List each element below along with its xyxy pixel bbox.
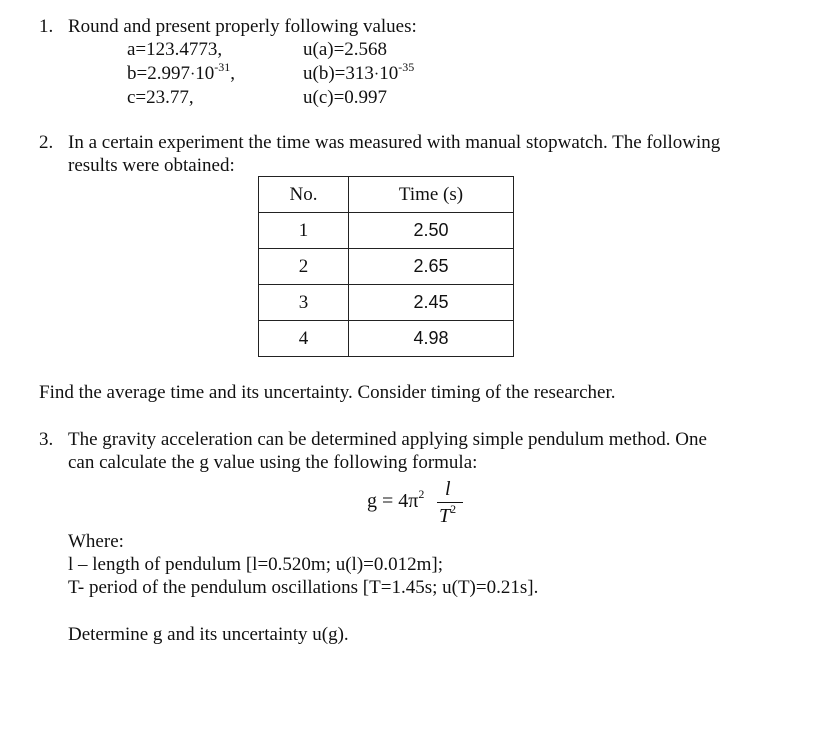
formula-denominator: [439, 502, 457, 530]
cell-no: 2: [259, 249, 349, 285]
time-table: [258, 176, 514, 357]
table-row: [259, 249, 514, 285]
header-no: No.: [259, 177, 349, 213]
q1-b-mantissa: b=2.997: [127, 63, 190, 84]
q2-followup: Find the average time and its uncertainty. Consider timing of the researcher.: [39, 382, 616, 403]
formula-lhs: [367, 487, 425, 515]
q1-b-comma: ,: [230, 63, 236, 84]
table-row: [259, 285, 514, 321]
q1-uncertainty-b: [303, 59, 415, 86]
q1-ub-base: 10: [379, 63, 399, 84]
q1-b-base: 10: [195, 63, 215, 84]
cell-time: 2.50: [349, 213, 514, 249]
cell-time: 2.45: [349, 285, 514, 321]
table-row: [259, 321, 514, 357]
q3-number: 3.: [39, 429, 54, 450]
q1-value-c: c=23.77,: [127, 87, 194, 108]
q1-ub-mantissa: u(b)=313: [303, 63, 374, 84]
header-time: Time (s): [349, 177, 514, 213]
q3-task: Determine g and its uncertainty u(g).: [68, 624, 349, 645]
q2-prompt-line1: In a certain experiment the time was measured with manual stopwatch. The following: [68, 132, 721, 153]
q1-value-b: [127, 59, 236, 86]
q2-number: 2.: [39, 132, 54, 153]
q1-ub-dot: ·: [373, 66, 380, 83]
formula-pi-exponent: 2: [418, 487, 425, 501]
cell-no: 1: [259, 213, 349, 249]
table-row: [259, 213, 514, 249]
q1-ub-exponent: -35: [398, 59, 415, 74]
formula-numerator: l: [445, 478, 451, 500]
cell-time: 4.98: [349, 321, 514, 357]
formula-lhs-text: g = 4π: [367, 490, 419, 512]
formula-denominator-exponent: 2: [450, 502, 457, 516]
q3-prompt-line1: The gravity acceleration can be determined applying simple pendulum method. One: [68, 429, 707, 450]
q1-prompt: Round and present properly following values:: [68, 16, 417, 37]
q3-definition-l: l – length of pendulum [l=0.520m; u(l)=0.012m];: [68, 554, 443, 575]
q3-prompt-line2: can calculate the g value using the following formula:: [68, 452, 478, 473]
q3-where: Where:: [68, 531, 124, 552]
cell-no: 3: [259, 285, 349, 321]
q1-b-dot: ·: [189, 66, 196, 83]
q1-value-a: a=123.4773,: [127, 39, 223, 60]
q1-uncertainty-a: u(a)=2.568: [303, 39, 388, 60]
q1-number: 1.: [39, 16, 54, 37]
q2-prompt-line2: results were obtained:: [68, 155, 235, 176]
pendulum-formula: [367, 478, 477, 528]
q1-b-exponent: -31: [214, 59, 231, 74]
formula-denominator-text: T: [439, 505, 451, 527]
q3-definition-T: T- period of the pendulum oscillations [T=1.45s; u(T)=0.21s].: [68, 577, 539, 598]
cell-time: 2.65: [349, 249, 514, 285]
q1-uncertainty-c: u(c)=0.997: [303, 87, 388, 108]
cell-no: 4: [259, 321, 349, 357]
table-header-row: [259, 177, 514, 213]
